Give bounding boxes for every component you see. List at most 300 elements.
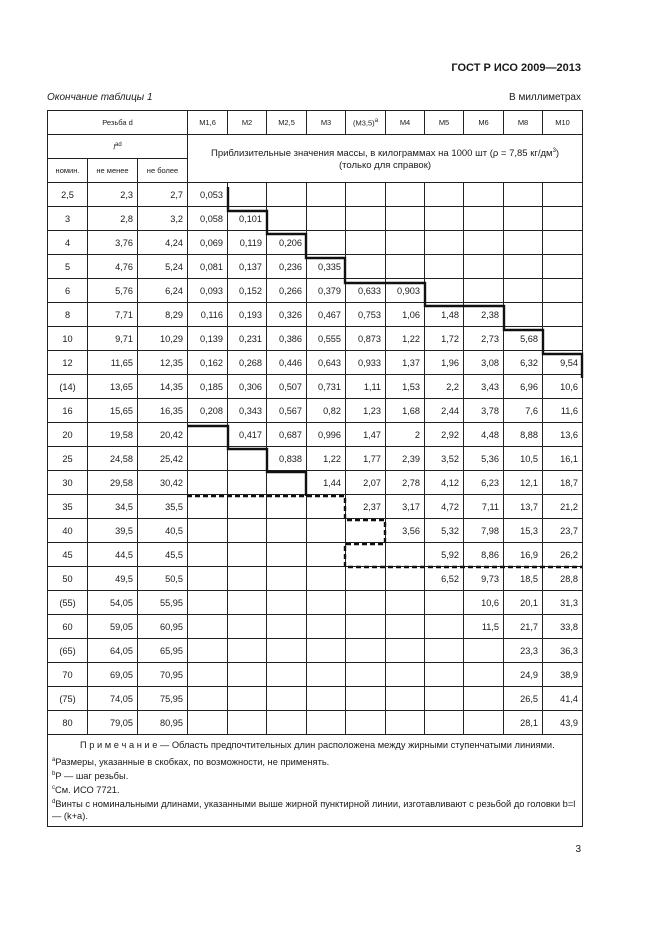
mass-value-cell: 6,96: [504, 375, 543, 399]
mass-value-cell: 9,73: [464, 567, 504, 591]
length-nominal-cell: 80: [48, 711, 88, 735]
mass-value-cell: [188, 519, 228, 543]
mass-value-cell: [386, 183, 425, 207]
mass-value-cell: [543, 327, 583, 351]
length-nominal-cell: 45: [48, 543, 88, 567]
length-max-cell: 25,42: [138, 447, 188, 471]
length-max-cell: 5,24: [138, 255, 188, 279]
mass-value-cell: 1,23: [346, 399, 386, 423]
mass-value-cell: 41,4: [543, 687, 583, 711]
mass-value-cell: [386, 591, 425, 615]
mass-value-cell: 5,68: [504, 327, 543, 351]
mass-value-cell: [307, 591, 346, 615]
length-nominal-cell: 20: [48, 423, 88, 447]
length-min-cell: 11,65: [88, 351, 138, 375]
table-row: [48, 423, 583, 447]
mass-value-cell: [386, 255, 425, 279]
mass-value-cell: 0,193: [228, 303, 267, 327]
length-max-cell: 45,5: [138, 543, 188, 567]
mass-value-cell: [425, 231, 464, 255]
mass-value-cell: [346, 231, 386, 255]
mass-value-cell: [188, 615, 228, 639]
table-row: [48, 231, 583, 255]
mass-value-cell: 2,2: [425, 375, 464, 399]
mass-header: Приблизительные значения массы, в килограммах на 1000 шт (ρ = 7,85 $кг/дм^3$) (только для справок): [188, 135, 583, 183]
length-min-cell: 2,8: [88, 207, 138, 231]
length-max-cell: 20,42: [138, 423, 188, 447]
mass-value-cell: 1,47: [346, 423, 386, 447]
length-min-cell: 15,65: [88, 399, 138, 423]
mass-value-cell: 7,6: [504, 399, 543, 423]
mass-value-cell: [346, 615, 386, 639]
table-row: [48, 591, 583, 615]
thread-label: Резьба d: [48, 111, 188, 135]
mass-value-cell: [504, 207, 543, 231]
table-row: [48, 279, 583, 303]
length-max-cell: 50,5: [138, 567, 188, 591]
mass-value-cell: [543, 207, 583, 231]
length-min-cell: 39,5: [88, 519, 138, 543]
length-min-cell: 19,58: [88, 423, 138, 447]
thread-size-header: M8: [504, 111, 543, 135]
mass-value-cell: 0,069: [188, 231, 228, 255]
thread-header-row: [48, 111, 583, 135]
length-nominal-cell: 16: [48, 399, 88, 423]
mass-value-cell: 16,9: [504, 543, 543, 567]
mass-value-cell: 0,82: [307, 399, 346, 423]
table-row: [48, 399, 583, 423]
mass-value-cell: 0,058: [188, 207, 228, 231]
mass-value-cell: [188, 711, 228, 735]
mass-value-cell: [307, 615, 346, 639]
mass-value-cell: 0,236: [267, 255, 307, 279]
thread-size-header: M2,5: [267, 111, 307, 135]
length-max-cell: 40,5: [138, 519, 188, 543]
length-nominal-cell: 3: [48, 207, 88, 231]
col-nominal: номин.: [48, 159, 88, 183]
length-max-cell: 14,35: [138, 375, 188, 399]
mass-value-cell: [346, 567, 386, 591]
length-max-cell: 30,42: [138, 471, 188, 495]
mass-value-cell: 23,3: [504, 639, 543, 663]
mass-value-cell: [464, 255, 504, 279]
mass-value-cell: 33,8: [543, 615, 583, 639]
mass-value-cell: [504, 231, 543, 255]
mass-value-cell: [464, 639, 504, 663]
mass-value-cell: [346, 183, 386, 207]
mass-value-cell: 13,7: [504, 495, 543, 519]
mass-value-cell: 0,081: [188, 255, 228, 279]
mass-value-cell: [386, 543, 425, 567]
table-row: [48, 711, 583, 735]
length-nominal-cell: 70: [48, 663, 88, 687]
mass-value-cell: [228, 567, 267, 591]
mass-value-cell: [228, 615, 267, 639]
thread-size-header: M6: [464, 111, 504, 135]
thread-size-header: $(M3,5)^a$: [346, 111, 386, 135]
mass-value-cell: [464, 663, 504, 687]
col-max: не более: [138, 159, 188, 183]
mass-value-cell: [346, 639, 386, 663]
mass-value-cell: 0,687: [267, 423, 307, 447]
length-nominal-cell: (14): [48, 375, 88, 399]
mass-value-cell: [543, 183, 583, 207]
mass-value-cell: [267, 639, 307, 663]
length-max-cell: 8,29: [138, 303, 188, 327]
length-nominal-cell: (55): [48, 591, 88, 615]
standard-designation: ГОСТ Р ИСО 2009—2013: [451, 62, 581, 74]
mass-value-cell: [425, 207, 464, 231]
length-min-cell: 49,5: [88, 567, 138, 591]
mass-value-cell: 11,6: [543, 399, 583, 423]
mass-value-cell: 0,379: [307, 279, 346, 303]
length-min-cell: 79,05: [88, 711, 138, 735]
mass-value-cell: [425, 183, 464, 207]
length-nominal-cell: 6: [48, 279, 88, 303]
length-max-cell: 75,95: [138, 687, 188, 711]
mass-value-cell: [307, 495, 346, 519]
thread-size-header: M3: [307, 111, 346, 135]
length-min-cell: 44,5: [88, 543, 138, 567]
table-row: [48, 183, 583, 207]
mass-value-cell: [346, 663, 386, 687]
mass-value-cell: 0,903: [386, 279, 425, 303]
notes-row: [48, 735, 583, 827]
mass-value-cell: 0,446: [267, 351, 307, 375]
mass-value-cell: 26,2: [543, 543, 583, 567]
mass-value-cell: [267, 615, 307, 639]
table-row: [48, 615, 583, 639]
screw-mass-table: [47, 110, 583, 827]
mass-value-cell: [188, 495, 228, 519]
length-nominal-cell: 35: [48, 495, 88, 519]
table-row: [48, 447, 583, 471]
mass-value-cell: 1,72: [425, 327, 464, 351]
mass-value-cell: 20,1: [504, 591, 543, 615]
mass-value-cell: [307, 663, 346, 687]
mass-value-cell: 0,633: [346, 279, 386, 303]
mass-value-cell: 10,6: [464, 591, 504, 615]
length-min-cell: 2,3: [88, 183, 138, 207]
mass-value-cell: [188, 591, 228, 615]
thread-size-header: M2: [228, 111, 267, 135]
mass-value-cell: [425, 279, 464, 303]
mass-value-cell: [267, 687, 307, 711]
mass-value-cell: 2,78: [386, 471, 425, 495]
length-nominal-cell: 10: [48, 327, 88, 351]
mass-value-cell: [386, 231, 425, 255]
table-row: [48, 303, 583, 327]
mass-value-cell: 36,3: [543, 639, 583, 663]
units-caption: В миллиметрах: [509, 92, 581, 103]
mass-value-cell: 43,9: [543, 711, 583, 735]
mass-value-cell: [307, 183, 346, 207]
length-min-cell: 69,05: [88, 663, 138, 687]
mass-value-cell: 1,37: [386, 351, 425, 375]
mass-value-cell: [346, 255, 386, 279]
mass-value-cell: 0,139: [188, 327, 228, 351]
mass-value-cell: [543, 279, 583, 303]
length-min-cell: 3,76: [88, 231, 138, 255]
mass-value-cell: 8,86: [464, 543, 504, 567]
table-notes: [48, 735, 583, 827]
mass-value-cell: [228, 687, 267, 711]
mass-value-cell: [504, 183, 543, 207]
length-min-cell: 29,58: [88, 471, 138, 495]
mass-value-cell: [307, 207, 346, 231]
mass-value-cell: [267, 495, 307, 519]
mass-value-cell: 0,731: [307, 375, 346, 399]
table-row: [48, 375, 583, 399]
mass-value-cell: 1,44: [307, 471, 346, 495]
mass-value-cell: 26,5: [504, 687, 543, 711]
mass-value-cell: 4,12: [425, 471, 464, 495]
mass-value-cell: 38,9: [543, 663, 583, 687]
mass-value-cell: [267, 591, 307, 615]
mass-value-cell: 1,68: [386, 399, 425, 423]
mass-value-cell: [307, 231, 346, 255]
mass-value-cell: 6,23: [464, 471, 504, 495]
length-max-cell: 80,95: [138, 711, 188, 735]
mass-value-cell: [425, 615, 464, 639]
mass-value-cell: [307, 519, 346, 543]
length-min-cell: 9,71: [88, 327, 138, 351]
mass-value-cell: [188, 567, 228, 591]
length-nominal-cell: 12: [48, 351, 88, 375]
length-max-cell: 4,24: [138, 231, 188, 255]
mass-value-cell: [228, 711, 267, 735]
mass-value-cell: [307, 687, 346, 711]
mass-value-cell: 0,231: [228, 327, 267, 351]
mass-value-cell: [188, 447, 228, 471]
mass-value-cell: 0,206: [267, 231, 307, 255]
mass-value-cell: 18,5: [504, 567, 543, 591]
length-max-cell: 6,24: [138, 279, 188, 303]
length-nominal-cell: 40: [48, 519, 88, 543]
length-min-cell: 13,65: [88, 375, 138, 399]
mass-value-cell: 0,152: [228, 279, 267, 303]
mass-value-cell: 0,933: [346, 351, 386, 375]
mass-value-cell: [267, 471, 307, 495]
mass-value-cell: 0,507: [267, 375, 307, 399]
mass-value-cell: 13,6: [543, 423, 583, 447]
table-row: [48, 639, 583, 663]
mass-value-cell: [504, 255, 543, 279]
thread-size-header: M1,6: [188, 111, 228, 135]
mass-value-cell: [307, 543, 346, 567]
table-row: [48, 519, 583, 543]
mass-value-cell: [307, 711, 346, 735]
mass-value-cell: 31,3: [543, 591, 583, 615]
mass-value-cell: [386, 639, 425, 663]
mass-value-cell: [267, 567, 307, 591]
mass-value-cell: [425, 639, 464, 663]
mass-value-cell: 2,44: [425, 399, 464, 423]
mass-value-cell: [425, 687, 464, 711]
length-min-cell: 34,5: [88, 495, 138, 519]
mass-value-cell: 0,643: [307, 351, 346, 375]
length-max-cell: 70,95: [138, 663, 188, 687]
length-nominal-cell: (75): [48, 687, 88, 711]
mass-value-cell: [346, 519, 386, 543]
mass-value-cell: 1,77: [346, 447, 386, 471]
mass-value-cell: 28,8: [543, 567, 583, 591]
mass-value-cell: 1,22: [386, 327, 425, 351]
mass-value-cell: 0,093: [188, 279, 228, 303]
mass-value-cell: 4,48: [464, 423, 504, 447]
length-nominal-cell: (65): [48, 639, 88, 663]
mass-value-cell: 0,185: [188, 375, 228, 399]
mass-value-cell: [307, 639, 346, 663]
mass-value-cell: [346, 207, 386, 231]
mass-value-cell: 2,92: [425, 423, 464, 447]
mass-value-cell: [188, 639, 228, 663]
mass-value-cell: 4,72: [425, 495, 464, 519]
mass-value-cell: 2,07: [346, 471, 386, 495]
mass-value-cell: 0,137: [228, 255, 267, 279]
mass-value-cell: [346, 711, 386, 735]
mass-value-cell: 0,053: [188, 183, 228, 207]
mass-value-cell: 3,78: [464, 399, 504, 423]
mass-value-cell: 3,56: [386, 519, 425, 543]
footnote: $^d$Винты с номинальными длинами, указанными выше жирной пунктирной линии, изготавливают с резьбой до головки b=l — (k+a).: [52, 799, 576, 822]
length-max-cell: 60,95: [138, 615, 188, 639]
mass-value-cell: 28,1: [504, 711, 543, 735]
mass-value-cell: [228, 183, 267, 207]
table-caption: Окончание таблицы 1: [47, 92, 153, 103]
mass-value-cell: [464, 711, 504, 735]
mass-value-cell: 0,266: [267, 279, 307, 303]
length-min-cell: 7,71: [88, 303, 138, 327]
mass-value-cell: [346, 543, 386, 567]
mass-value-cell: 11,5: [464, 615, 504, 639]
mass-value-cell: 1,22: [307, 447, 346, 471]
mass-value-cell: [346, 591, 386, 615]
mass-value-cell: [386, 615, 425, 639]
mass-value-cell: [464, 231, 504, 255]
mass-value-cell: [425, 591, 464, 615]
mass-value-cell: 0,119: [228, 231, 267, 255]
mass-value-cell: [267, 207, 307, 231]
table-row: [48, 327, 583, 351]
length-max-cell: 2,7: [138, 183, 188, 207]
mass-value-cell: [464, 687, 504, 711]
mass-value-cell: 0,555: [307, 327, 346, 351]
mass-value-cell: [228, 543, 267, 567]
mass-value-cell: 1,48: [425, 303, 464, 327]
table-row: [48, 567, 583, 591]
mass-value-cell: 3,52: [425, 447, 464, 471]
mass-value-cell: 1,06: [386, 303, 425, 327]
mass-value-cell: 7,98: [464, 519, 504, 543]
mass-value-cell: 5,92: [425, 543, 464, 567]
length-max-cell: 55,95: [138, 591, 188, 615]
mass-value-cell: [228, 519, 267, 543]
footnote: $^c$См. ИСО 7721.: [52, 785, 120, 796]
mass-value-cell: 6,52: [425, 567, 464, 591]
mass-value-cell: 5,32: [425, 519, 464, 543]
mass-value-cell: [188, 423, 228, 447]
length-nominal-cell: 50: [48, 567, 88, 591]
mass-value-cell: 7,11: [464, 495, 504, 519]
thread-size-header: M4: [386, 111, 425, 135]
mass-value-cell: [386, 663, 425, 687]
length-min-cell: 5,76: [88, 279, 138, 303]
mass-value-cell: 0,162: [188, 351, 228, 375]
length-max-cell: 16,35: [138, 399, 188, 423]
mass-value-cell: [425, 255, 464, 279]
mass-value-cell: 1,96: [425, 351, 464, 375]
mass-value-cell: [504, 303, 543, 327]
mass-value-cell: [267, 711, 307, 735]
mass-value-cell: [228, 447, 267, 471]
mass-value-cell: 0,996: [307, 423, 346, 447]
mass-value-cell: 0,567: [267, 399, 307, 423]
mass-value-cell: [228, 495, 267, 519]
mass-value-cell: 12,1: [504, 471, 543, 495]
mass-value-cell: [228, 591, 267, 615]
mass-value-cell: [425, 663, 464, 687]
mass-value-cell: 16,1: [543, 447, 583, 471]
mass-value-cell: 0,326: [267, 303, 307, 327]
length-label: $l^{ad}$: [48, 135, 188, 159]
mass-value-cell: [543, 231, 583, 255]
length-nominal-cell: 2,5: [48, 183, 88, 207]
mass-value-cell: 1,53: [386, 375, 425, 399]
col-min: не менее: [88, 159, 138, 183]
table-row: [48, 495, 583, 519]
mass-value-cell: [386, 687, 425, 711]
mass-value-cell: 2,37: [346, 495, 386, 519]
mass-value-cell: [425, 711, 464, 735]
length-max-cell: 12,35: [138, 351, 188, 375]
mass-value-cell: 2: [386, 423, 425, 447]
mass-value-cell: 21,2: [543, 495, 583, 519]
mass-value-cell: 2,39: [386, 447, 425, 471]
length-nominal-cell: 60: [48, 615, 88, 639]
mass-value-cell: [267, 519, 307, 543]
mass-value-cell: 15,3: [504, 519, 543, 543]
mass-value-cell: 0,838: [267, 447, 307, 471]
thread-size-header: M5: [425, 111, 464, 135]
mass-value-cell: [386, 567, 425, 591]
length-min-cell: 74,05: [88, 687, 138, 711]
mass-value-cell: [386, 207, 425, 231]
mass-value-cell: 21,7: [504, 615, 543, 639]
mass-value-cell: 0,101: [228, 207, 267, 231]
thread-size-header: M10: [543, 111, 583, 135]
mass-value-cell: 0,417: [228, 423, 267, 447]
length-max-cell: 10,29: [138, 327, 188, 351]
table-row: [48, 543, 583, 567]
length-max-cell: 3,2: [138, 207, 188, 231]
mass-value-cell: [386, 711, 425, 735]
mass-value-cell: 0,386: [267, 327, 307, 351]
table-row: [48, 207, 583, 231]
mass-value-cell: [464, 207, 504, 231]
length-nominal-cell: 25: [48, 447, 88, 471]
mass-value-cell: 0,208: [188, 399, 228, 423]
page-number: 3: [575, 844, 581, 855]
length-nominal-cell: 8: [48, 303, 88, 327]
table-row: [48, 663, 583, 687]
length-min-cell: 4,76: [88, 255, 138, 279]
note-text: П р и м е ч а н и е — Область предпочтительных длин расположена между жирными ступенчатыми линиями.: [80, 740, 555, 750]
mass-value-cell: [188, 663, 228, 687]
length-nominal-cell: 4: [48, 231, 88, 255]
mass-value-cell: 0,268: [228, 351, 267, 375]
length-nominal-cell: 30: [48, 471, 88, 495]
